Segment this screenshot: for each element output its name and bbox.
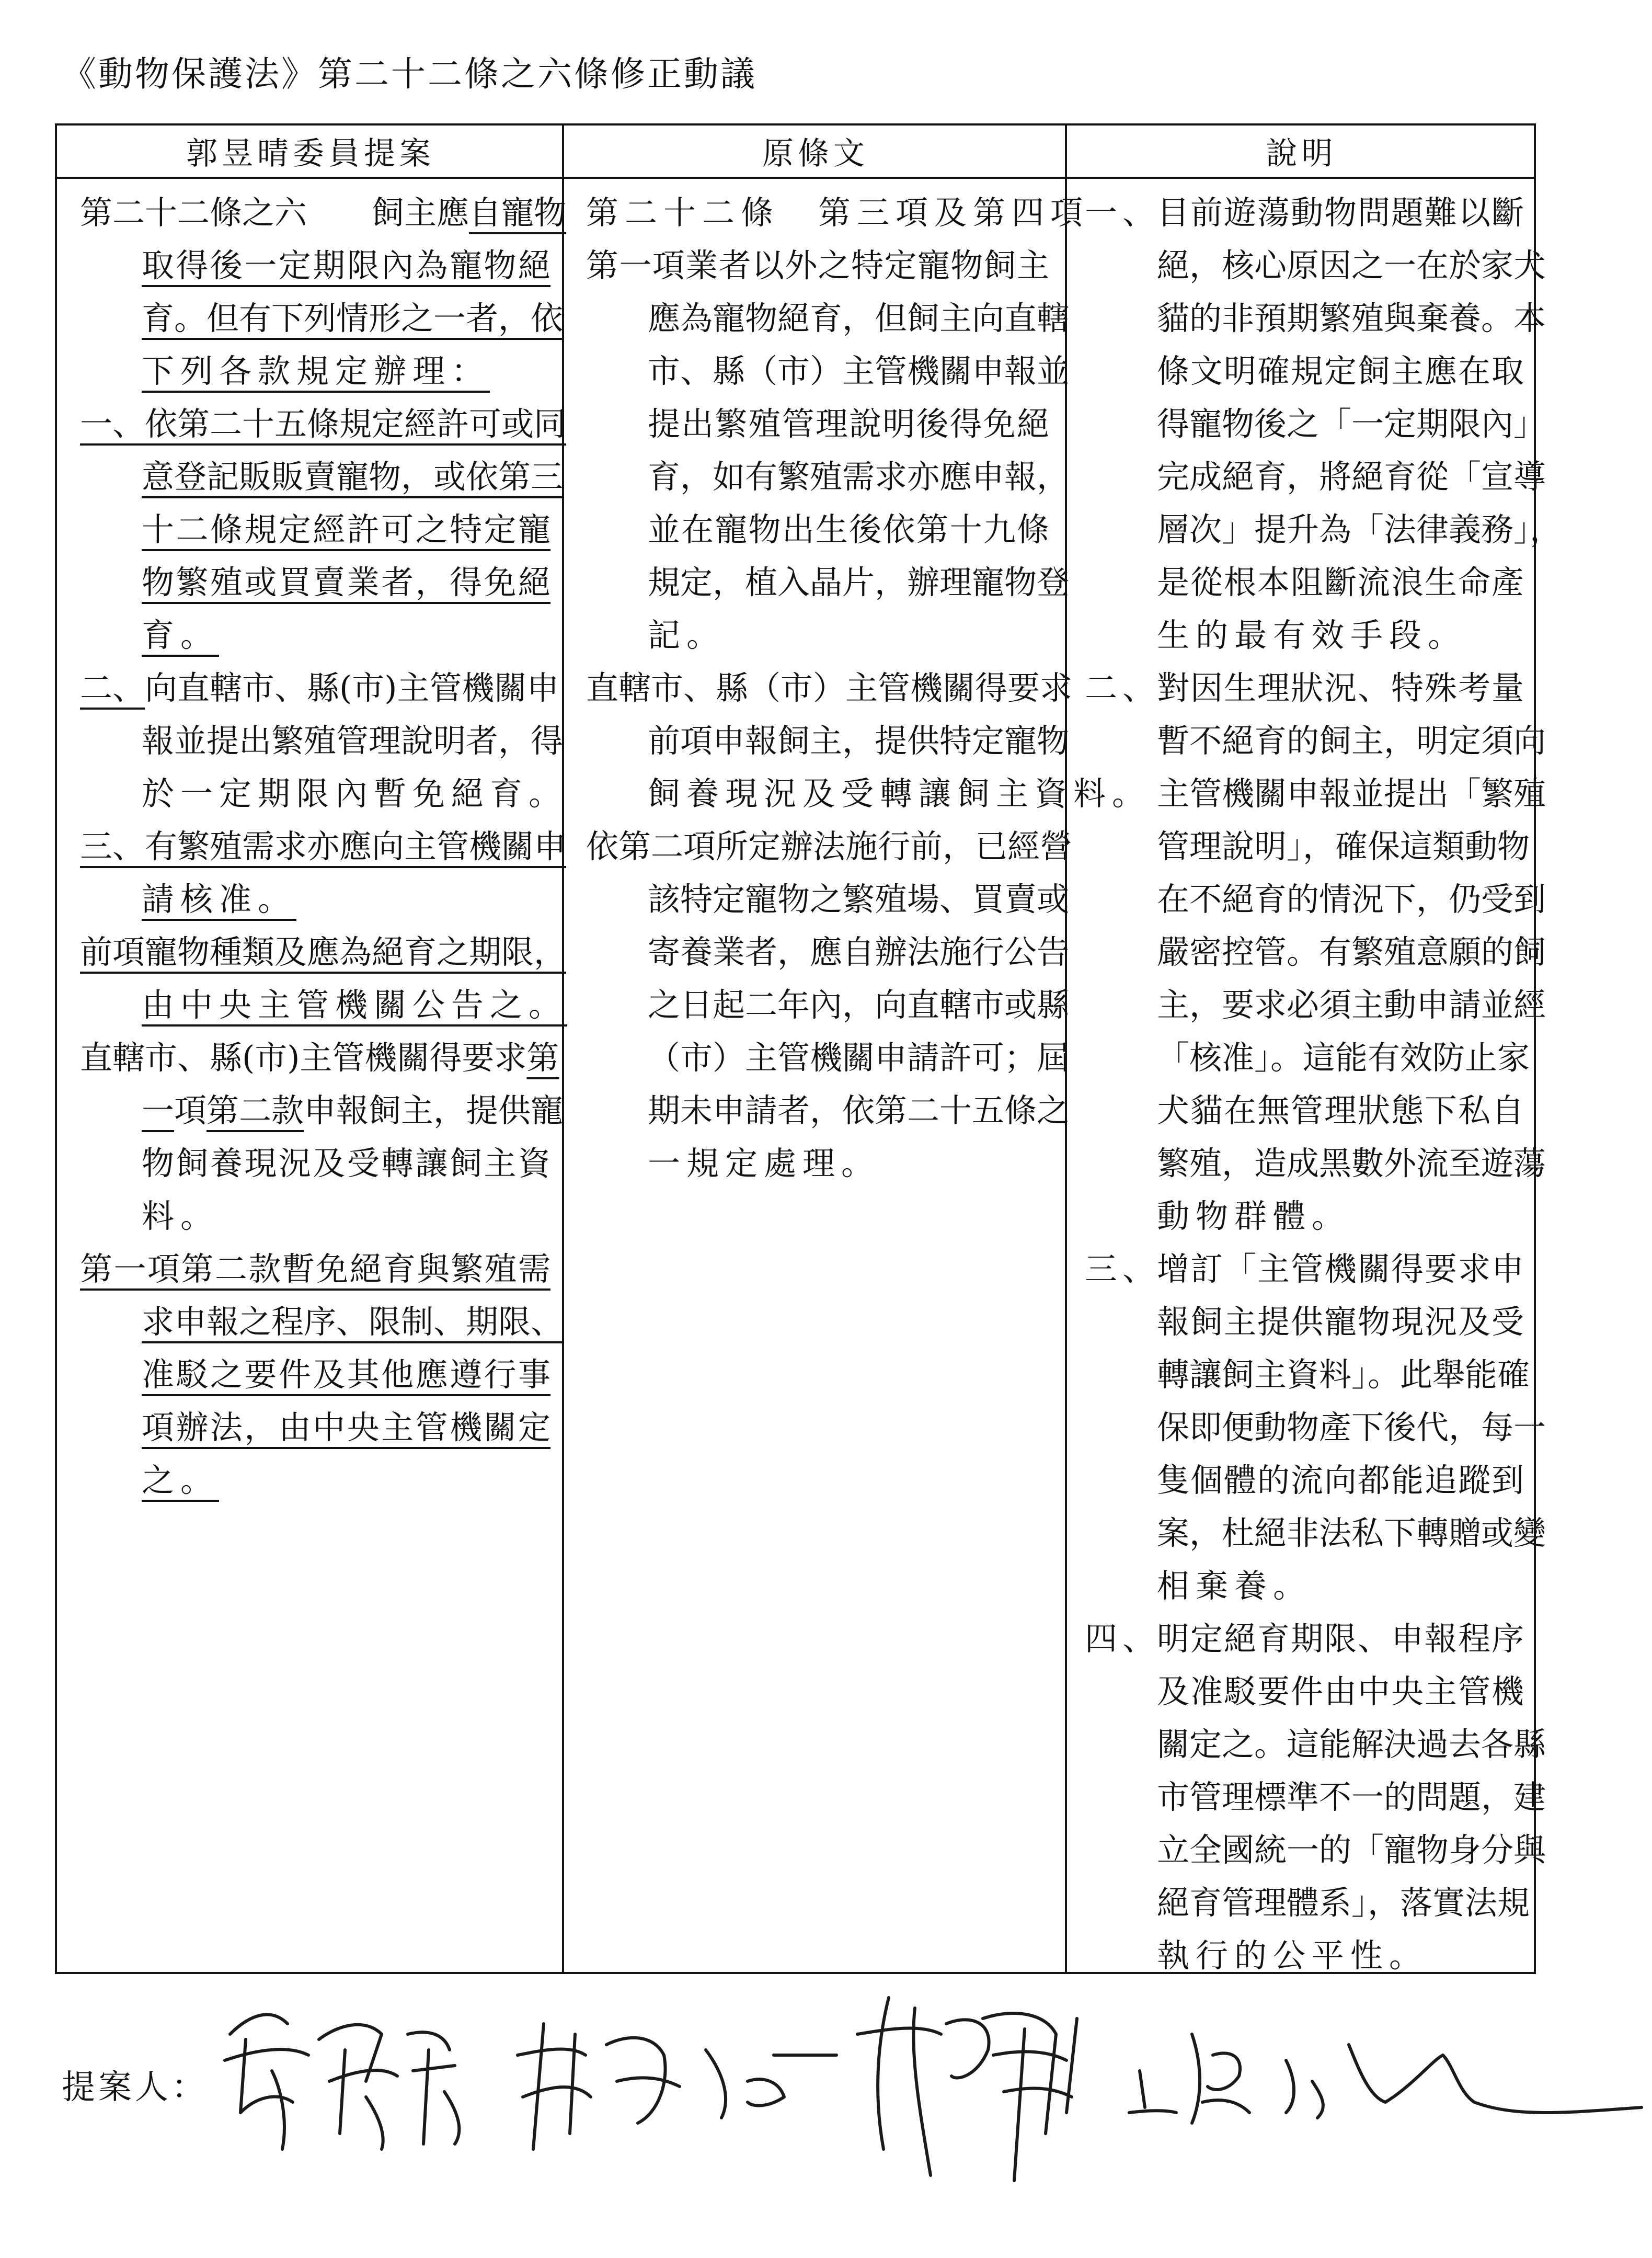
amended-text-underlined: 十二條規定經許可之特定寵 xyxy=(142,510,550,549)
text-segment: 料。 xyxy=(142,1197,220,1235)
text-segment: 絕育管理體系」，落實法規 xyxy=(1157,1884,1530,1922)
text-segment: 市、縣（市）主管機關申報並 xyxy=(648,352,1070,390)
proposal-paragraph xyxy=(80,820,567,926)
text-segment: 直轄市、縣(市)主管機關得要求 xyxy=(80,1039,527,1077)
amended-text-underlined: 項辦法，由中央主管機關定 xyxy=(142,1408,550,1446)
amended-text-underlined: 一、依第二十五條規定經許可或同 xyxy=(80,405,567,443)
text-line xyxy=(648,873,1070,926)
text-line xyxy=(142,714,564,767)
text-line xyxy=(80,662,559,714)
text-line xyxy=(1157,1401,1546,1454)
text-line xyxy=(586,239,1049,292)
text-line xyxy=(1157,662,1524,714)
text-segment: 相棄養。 xyxy=(1157,1567,1312,1605)
paragraph-number: 四、 xyxy=(1085,1620,1161,1658)
amended-text-underlined: 意登記販販賣寵物，或依第三 xyxy=(142,458,564,496)
text-line xyxy=(142,1454,550,1507)
text-line xyxy=(648,926,1070,978)
text-line xyxy=(80,1031,559,1084)
text-segment: 向直轄市、縣(市)主管機關申 xyxy=(145,669,559,707)
text-segment: 前項申報飼主，提供特定寵物 xyxy=(648,722,1070,760)
text-segment: 第一項業者以外之特定寵物飼主 xyxy=(586,246,1049,284)
amended-text-underlined: 由中央主管機關公告之。 xyxy=(142,986,568,1024)
text-segment: 目前遊蕩動物問題難以斷 xyxy=(1157,193,1524,232)
text-segment: 轉讓飼主資料」。此舉能確 xyxy=(1157,1355,1530,1394)
text-segment: 並在寵物出生後依第十九條 xyxy=(648,510,1049,549)
text-segment: 立全國統一的「寵物身分與 xyxy=(1157,1831,1546,1869)
text-segment: 嚴密控管。有繁殖意願的飼 xyxy=(1157,933,1546,971)
text-line xyxy=(648,556,1070,609)
text-line xyxy=(1157,1137,1546,1190)
explanation-paragraph xyxy=(1085,1242,1546,1612)
amended-text-underlined: 取得後一定期限內為寵物絕 xyxy=(142,246,550,284)
signature-1 xyxy=(225,2015,459,2149)
amended-text-underlined: 二、 xyxy=(80,669,145,707)
text-segment: 暫不絕育的飼主，明定須向 xyxy=(1157,722,1546,760)
amended-text-underlined: 育。但有下列情形之一者，依 xyxy=(142,299,564,337)
document-title: 《動物保護法》第二十二條之六條修正動議 xyxy=(62,54,757,94)
text-line xyxy=(1157,767,1546,820)
text-segment: 隻個體的流向都能追蹤到 xyxy=(1157,1461,1524,1499)
text-segment: 報飼主提供寵物現況及受 xyxy=(1157,1303,1524,1341)
amendment-table xyxy=(55,123,1563,1975)
text-line xyxy=(1157,873,1546,926)
text-line xyxy=(142,1084,564,1137)
text-segment: 是從根本阻斷流浪生命產 xyxy=(1157,563,1524,601)
text-segment: 提出繁殖管理說明後得免絕 xyxy=(648,405,1049,443)
proposal-paragraph xyxy=(80,662,568,820)
text-line xyxy=(142,873,550,926)
explanation-paragraph xyxy=(1085,662,1546,1242)
text-line xyxy=(648,397,1049,450)
amended-text-underlined: 一 xyxy=(142,1091,175,1130)
text-line xyxy=(80,1242,550,1295)
text-line xyxy=(142,609,550,662)
amended-text-underlined: 第一項第二款暫免絕育與繁殖需 xyxy=(80,1250,550,1288)
text-line xyxy=(1157,714,1546,767)
text-segment: 絕，核心原因之一在於家犬 xyxy=(1157,246,1546,284)
text-segment: 保即便動物產下後代，每一 xyxy=(1157,1408,1546,1446)
proposer-label: 提案人： xyxy=(62,2068,208,2107)
text-segment: 規定，植入晶片，辦理寵物登 xyxy=(648,563,1070,601)
text-line xyxy=(142,292,564,345)
text-line xyxy=(80,186,567,239)
text-line xyxy=(142,345,550,397)
text-segment: 依第二項所定辦法施行前，已經營 xyxy=(586,827,1073,865)
text-line xyxy=(142,1348,550,1401)
text-line xyxy=(142,1401,550,1454)
text-line xyxy=(1157,1295,1524,1348)
text-line xyxy=(1157,1190,1524,1242)
explanation-paragraph xyxy=(1085,186,1563,662)
text-line xyxy=(1157,978,1546,1031)
text-line xyxy=(648,714,1070,767)
amended-text-underlined: 三、有繁殖需求亦應向主管機關申 xyxy=(80,827,567,865)
proposal-paragraph xyxy=(80,1031,564,1242)
text-segment: 案，杜絕非法私下轉贈或變 xyxy=(1157,1514,1546,1552)
text-segment: 「核准」。這能有效防止家 xyxy=(1157,1039,1530,1077)
signature-4 xyxy=(1129,2034,1642,2123)
text-line xyxy=(1157,450,1546,503)
header-proposal: 郭昱晴委員提案 xyxy=(57,126,564,179)
amended-text-underlined: 請核准。 xyxy=(142,880,297,918)
text-line xyxy=(142,503,550,556)
explanation-column xyxy=(1085,179,1563,1975)
text-segment: 生的最有效手段。 xyxy=(1157,616,1467,654)
text-segment: 育，如有繁殖需求亦應申報， xyxy=(648,458,1070,496)
text-segment: 在不絕育的情況下，仍受到 xyxy=(1157,880,1546,918)
text-line xyxy=(1157,926,1546,978)
text-segment: 犬貓在無管理狀態下私自 xyxy=(1157,1091,1524,1130)
text-line xyxy=(1157,1031,1530,1084)
text-line xyxy=(586,186,1089,239)
text-line xyxy=(1157,1771,1546,1823)
text-segment: 一規定處理。 xyxy=(648,1144,880,1182)
text-line xyxy=(1157,1876,1530,1929)
text-line xyxy=(142,1137,550,1190)
text-segment: 得寵物後之「一定期限內」 xyxy=(1157,405,1546,443)
text-line xyxy=(80,926,567,978)
signature-3 xyxy=(857,1998,1077,2181)
paragraph-number: 二、 xyxy=(1085,669,1161,707)
text-segment: 申報飼主，提供寵 xyxy=(304,1091,564,1130)
text-segment: 直轄市、縣（市）主管機關得要求 xyxy=(586,669,1073,707)
explanation-paragraph xyxy=(1085,1612,1546,1982)
text-line xyxy=(1157,503,1563,556)
proposal-paragraph xyxy=(80,397,567,662)
text-line xyxy=(142,1190,550,1242)
text-line xyxy=(1157,292,1546,345)
header-explanation: 說明 xyxy=(1067,126,1536,179)
text-line xyxy=(1157,1084,1524,1137)
amended-text-underlined: 下列各款規定辦理： xyxy=(142,352,490,390)
text-line xyxy=(1157,1454,1524,1507)
text-line xyxy=(648,1084,1070,1137)
text-segment: 記。 xyxy=(648,616,726,654)
text-line xyxy=(1157,1507,1546,1559)
text-segment: 該特定寵物之繁殖場、買賣或 xyxy=(648,880,1070,918)
text-segment: 飼養現況及受轉讓飼主資料。 xyxy=(648,774,1151,813)
amended-text-underlined: 第二款 xyxy=(206,1091,304,1130)
text-line xyxy=(1157,239,1546,292)
text-segment: 項 xyxy=(174,1091,207,1130)
text-line xyxy=(648,1137,1049,1190)
signature-2 xyxy=(518,2024,836,2149)
amended-text-underlined: 育。 xyxy=(142,616,220,654)
text-line xyxy=(648,450,1070,503)
handwritten-signatures xyxy=(209,1977,1652,2196)
text-segment: 增訂「主管機關得要求申 xyxy=(1157,1250,1524,1288)
text-segment: 執行的公平性。 xyxy=(1157,1936,1428,1975)
text-segment: 市管理標準不一的問題，建 xyxy=(1157,1778,1546,1816)
proposal-paragraph xyxy=(80,186,567,397)
paragraph-number: 一、 xyxy=(1085,193,1161,232)
text-line xyxy=(648,345,1070,397)
text-line xyxy=(648,609,1049,662)
text-segment: 動物群體。 xyxy=(1157,1197,1351,1235)
text-line xyxy=(1157,1823,1546,1876)
text-segment: 期未申請者，依第二十五條之 xyxy=(648,1091,1070,1130)
text-line xyxy=(648,292,1070,345)
text-line xyxy=(142,450,564,503)
original-paragraph xyxy=(586,186,1089,239)
text-line xyxy=(142,239,550,292)
text-segment: 寄養業者，應自辦法施行公告 xyxy=(648,933,1070,971)
text-segment: 於一定期限內暫免絕育。 xyxy=(142,774,568,813)
amended-text-underlined: 求申報之程序、限制、期限、 xyxy=(142,1303,564,1341)
text-segment: 應為寵物絕育，但飼主向直轄 xyxy=(648,299,1070,337)
text-segment: 關定之。這能解決過去各縣 xyxy=(1157,1725,1546,1763)
text-segment: 管理說明」，確保這類動物 xyxy=(1157,827,1530,865)
text-line xyxy=(1157,1612,1524,1665)
text-line xyxy=(80,397,567,450)
column-divider xyxy=(562,126,564,1972)
original-paragraph xyxy=(586,239,1070,662)
text-segment: 物飼養現況及受轉讓飼主資 xyxy=(142,1144,550,1182)
text-segment: 明定絕育期限、申報程序 xyxy=(1157,1620,1524,1658)
amended-text-underlined: 前項寵物種類及應為絕育之期限， xyxy=(80,933,567,971)
text-line xyxy=(1157,397,1546,450)
text-line xyxy=(586,662,1073,714)
text-segment: 條文明確規定飼主應在取 xyxy=(1157,352,1524,390)
original-paragraph xyxy=(586,662,1151,820)
text-line xyxy=(1157,186,1524,239)
text-line xyxy=(1157,1665,1524,1718)
proposal-paragraph xyxy=(80,1242,564,1507)
text-line xyxy=(142,1295,564,1348)
amended-text-underlined: 准駁之要件及其他應遵行事 xyxy=(142,1355,550,1394)
text-segment: 第二十二條 第三項及第四項 xyxy=(586,193,1089,232)
text-line xyxy=(1157,1242,1524,1295)
amended-text-underlined: 第 xyxy=(526,1039,559,1077)
text-line xyxy=(586,820,1073,873)
text-line xyxy=(1157,345,1524,397)
text-line xyxy=(648,1031,1070,1084)
text-line xyxy=(142,978,568,1031)
text-line xyxy=(648,978,1070,1031)
amended-text-underlined: 自寵物 xyxy=(469,193,567,232)
text-line xyxy=(1157,1559,1524,1612)
amended-text-underlined: 之。 xyxy=(142,1461,220,1499)
text-segment: （市）主管機關申請許可；屆 xyxy=(648,1039,1070,1077)
text-line xyxy=(648,767,1151,820)
text-line xyxy=(142,556,550,609)
text-segment: 第二十二條之六 飼主應 xyxy=(80,193,469,232)
proposal-column xyxy=(80,179,568,1972)
amended-text-underlined: 物繁殖或買賣業者，得免絕 xyxy=(142,563,550,601)
original-column xyxy=(586,179,1151,1972)
text-segment: 貓的非預期繁殖與棄養。本 xyxy=(1157,299,1546,337)
text-segment: 報並提出繁殖管理說明者，得 xyxy=(142,722,564,760)
text-segment: 層次」提升為「法律義務」， xyxy=(1157,510,1563,549)
text-segment: 之日起二年內，向直轄市或縣 xyxy=(648,986,1070,1024)
text-segment: 主，要求必須主動申請並經 xyxy=(1157,986,1546,1024)
text-segment: 對因生理狀況、特殊考量 xyxy=(1157,669,1524,707)
text-line xyxy=(1157,556,1524,609)
text-line xyxy=(1157,1929,1524,1982)
original-paragraph xyxy=(586,820,1073,1190)
header-original: 原條文 xyxy=(564,126,1067,179)
text-line xyxy=(142,767,568,820)
text-segment: 及准駁要件由中央主管機 xyxy=(1157,1672,1524,1710)
text-line xyxy=(1157,609,1524,662)
text-segment: 繁殖，造成黑數外流至遊蕩 xyxy=(1157,1144,1546,1182)
text-line xyxy=(1157,1348,1530,1401)
proposal-paragraph xyxy=(80,926,568,1031)
text-segment: 主管機關申報並提出「繁殖 xyxy=(1157,774,1546,813)
text-line xyxy=(1157,1718,1546,1771)
text-line xyxy=(1157,820,1530,873)
text-segment: 完成絕育，將絕育從「宣導 xyxy=(1157,458,1546,496)
text-line xyxy=(80,820,567,873)
paragraph-number: 三、 xyxy=(1085,1250,1161,1288)
text-line xyxy=(648,503,1049,556)
